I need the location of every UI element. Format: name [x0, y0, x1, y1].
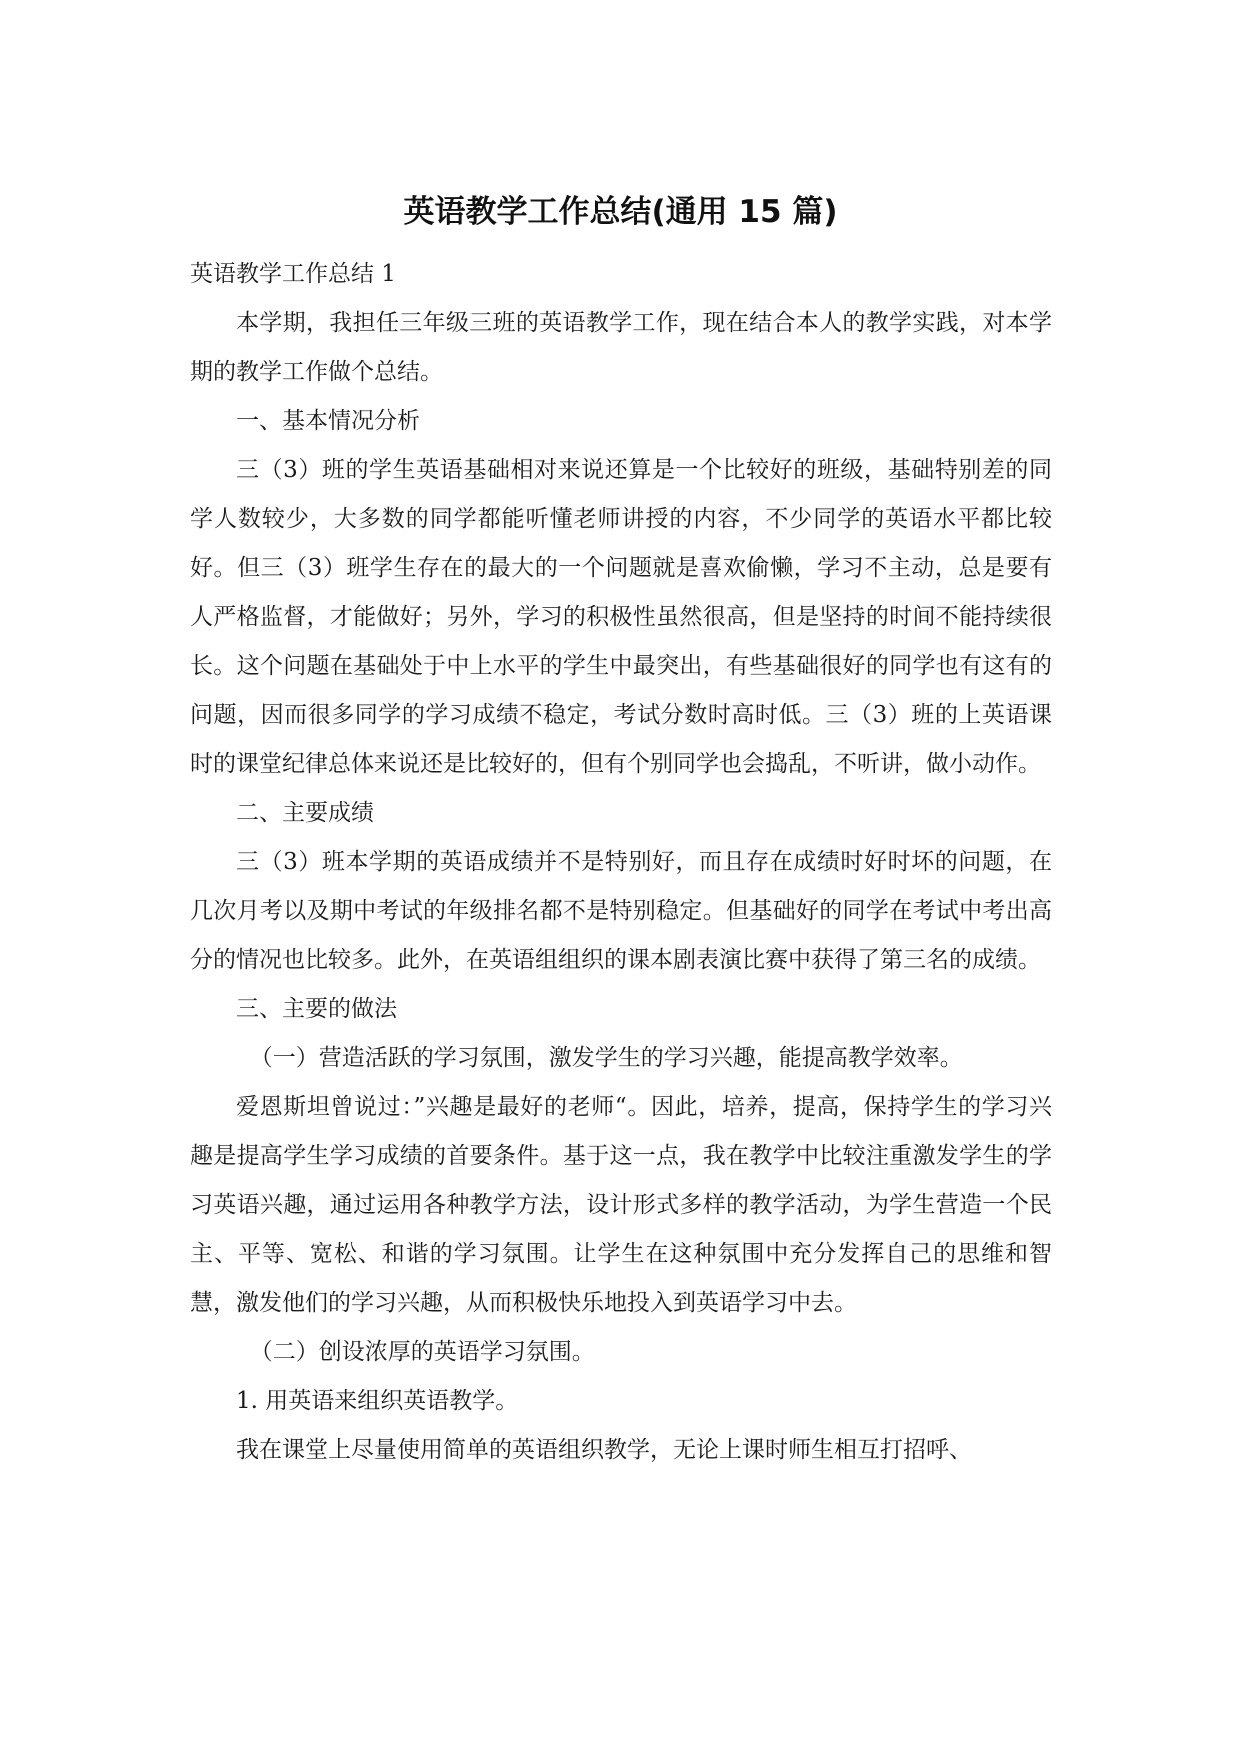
list-item: 1. 用英语来组织英语教学。	[236, 1388, 519, 1414]
paragraph: 本学期，我担任三年级三班的英语教学工作，现在结合本人的教学实践，对本学期的教学工作做个总结。	[190, 310, 1052, 385]
section-heading: 三、主要的做法	[236, 996, 397, 1022]
document-title: 英语教学工作总结(通用 15 篇)	[403, 194, 838, 230]
subsection-heading: （二）创设浓厚的英语学习氛围。	[249, 1339, 595, 1365]
subsection-heading: （一）营造活跃的学习氛围，激发学生的学习兴趣，能提高教学效率。	[249, 1045, 963, 1071]
paragraph: 爱恩斯坦曾说过：”兴趣是最好的老师“。因此，培养，提高，保持学生的学习兴趣是提高学生学习成绩的首要条件。基于这一点，我在教学中比较注重激发学生的学习英语兴趣，通过运用各种教学方法，设计形式多样的教学活动，为学生营造一个民主、平等、宽松、和谐的学习氛围。让学生在这种氛围中充分发挥自己的思维和智慧，激发他们的学习兴趣，从而积极快乐地投入到英语学习中去。	[190, 1094, 1052, 1316]
paragraph: 我在课堂上尽量使用简单的英语组织教学，无论上课时师生相互打招呼、	[236, 1437, 972, 1463]
document-body	[190, 250, 1052, 1475]
paragraph: 三（3）班本学期的英语成绩并不是特别好，而且存在成绩时好时坏的问题，在几次月考以及期中考试的年级排名都不是特别稳定。但基础好的同学在考试中考出高分的情况也比较多。此外，在英语组组织的课本剧表演比赛中获得了第三名的成绩。	[190, 849, 1052, 973]
section-heading: 一、基本情况分析	[236, 408, 420, 434]
section-heading: 二、主要成绩	[236, 800, 374, 826]
paragraph: 三（3）班的学生英语基础相对来说还算是一个比较好的班级，基础特别差的同学人数较少，大多数的同学都能听懂老师讲授的内容，不少同学的英语水平都比较好。但三（3）班学生存在的最大的一个问题就是喜欢偷懒，学习不主动，总是要有人严格监督，才能做好；另外，学习的积极性虽然很高，但是坚持的时间不能持续很长。这个问题在基础处于中上水平的学生中最突出，有些基础很好的同学也有这有的问题，因而很多同学的学习成绩不稳定，考试分数时高时低。三（3）班的上英语课时的课堂纪律总体来说还是比较好的，但有个别同学也会捣乱，不听讲，做小动作。	[190, 457, 1052, 777]
section-heading: 英语教学工作总结 1	[190, 261, 396, 287]
